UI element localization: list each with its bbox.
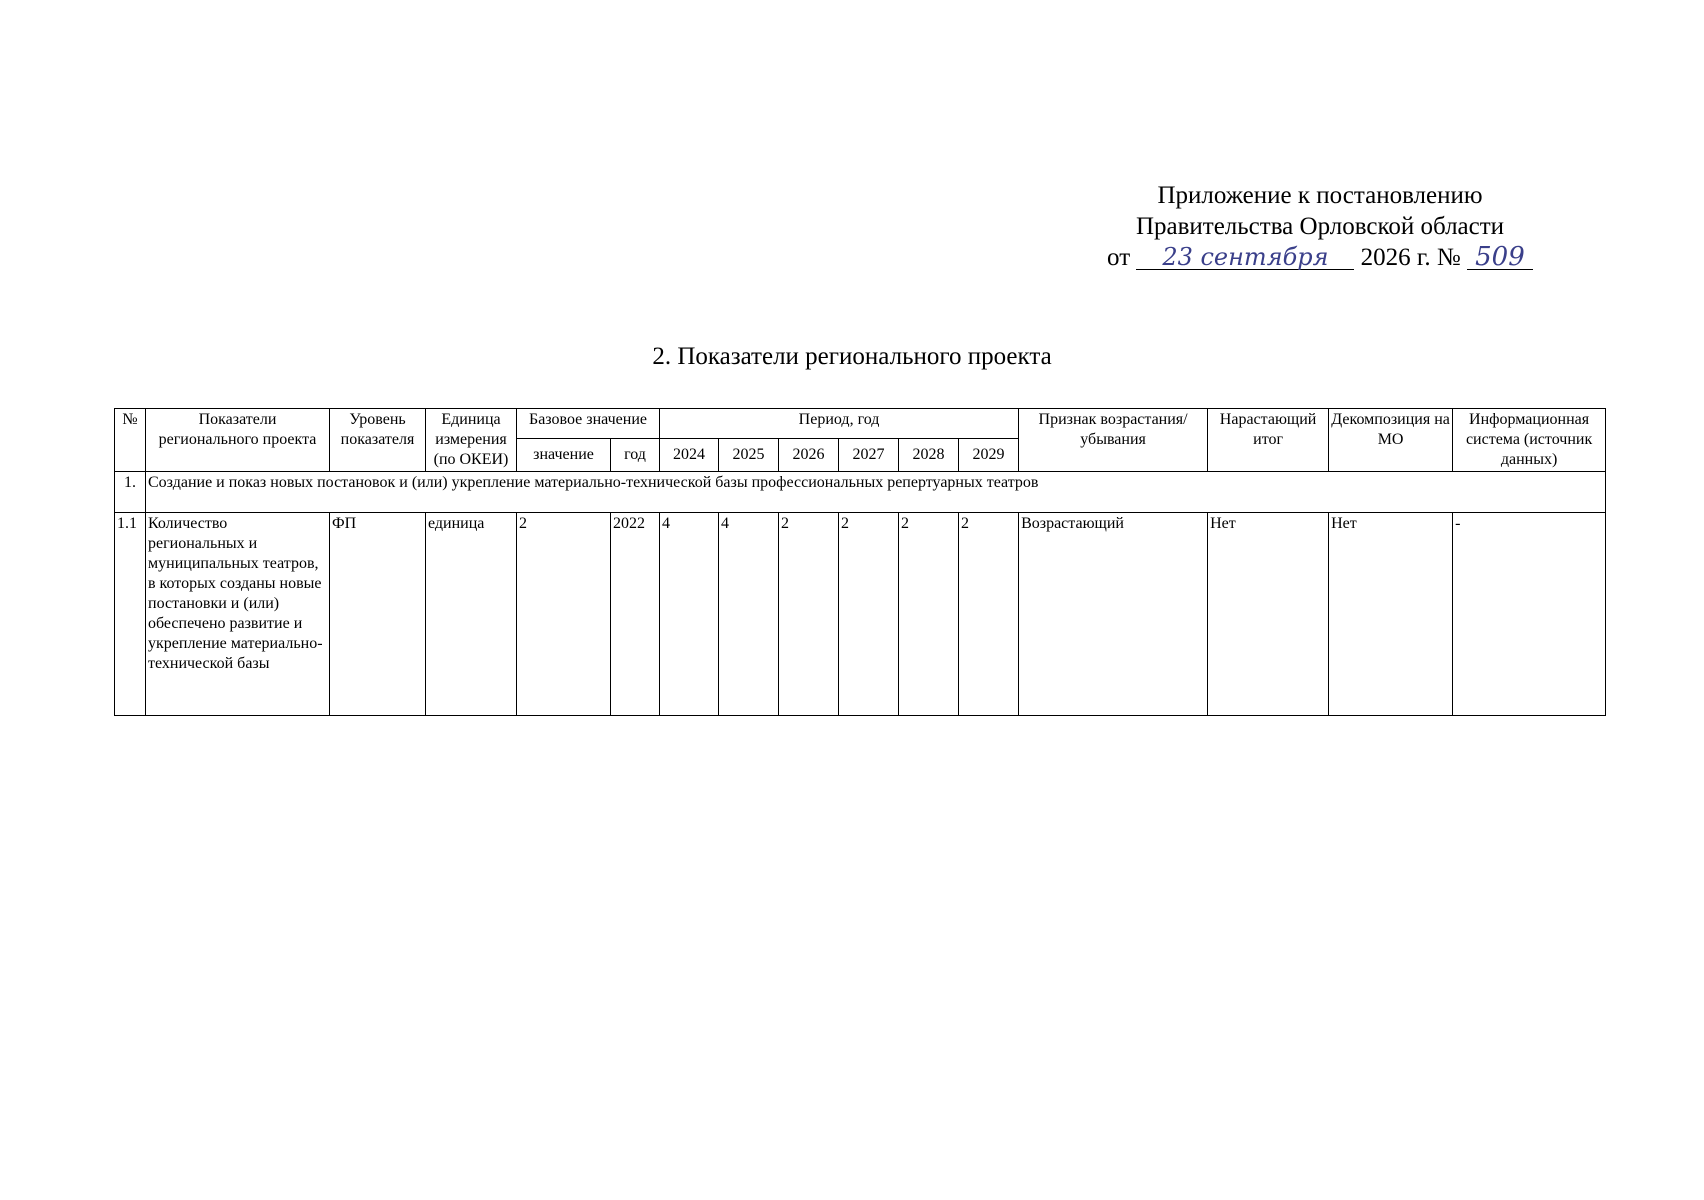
row-info-system: -	[1453, 513, 1606, 716]
appendix-header	[1060, 180, 1580, 273]
header-info-system: Информационная система (источник данных)	[1453, 409, 1606, 472]
row-value-2029: 2	[959, 513, 1019, 716]
header-period: Период, год	[660, 409, 1019, 439]
header-cumulative: Нарастающий итог	[1208, 409, 1329, 472]
handwritten-date: 23 сентября	[1136, 245, 1354, 270]
row-level: ФП	[330, 513, 426, 716]
row-num: 1.1	[115, 513, 146, 716]
row-decomposition: Нет	[1329, 513, 1453, 716]
appendix-line-1: Приложение к постановлению	[1157, 182, 1483, 209]
appendix-line-3	[1060, 242, 1580, 273]
appendix-prefix: от	[1107, 244, 1131, 271]
header-year-2029: 2029	[959, 439, 1019, 472]
row-indicator: Количество региональных и муниципальных театров, в которых созданы новые постановки и (или) обеспечено развитие и укрепление материально-технической базы	[146, 513, 330, 716]
appendix-line-2: Правительства Орловской области	[1135, 213, 1505, 240]
section-text: Создание и показ новых постановок и (или) укрепление материально-технической базы профессиональных репертуарных театров	[146, 472, 1606, 513]
header-year-2025: 2025	[719, 439, 779, 472]
appendix-year: 2026 г. №	[1360, 244, 1461, 271]
page-title: 2. Показатели регионального проекта	[652, 343, 1052, 370]
header-base-value: значение	[517, 439, 611, 472]
header-unit: Единица измерения (по ОКЕИ)	[426, 409, 517, 472]
row-base-value: 2	[517, 513, 611, 716]
row-value-2025: 4	[719, 513, 779, 716]
header-year-2024: 2024	[660, 439, 719, 472]
row-cumulative: Нет	[1208, 513, 1329, 716]
row-value-2028: 2	[899, 513, 959, 716]
table-row	[115, 513, 1606, 716]
header-year-2028: 2028	[899, 439, 959, 472]
row-trend: Возрастающий	[1019, 513, 1208, 716]
header-trend: Признак возрастания/убывания	[1019, 409, 1208, 472]
header-base: Базовое значение	[517, 409, 660, 439]
row-base-year: 2022	[611, 513, 660, 716]
header-row-1	[115, 409, 1606, 439]
section-num: 1.	[115, 472, 146, 513]
header-level: Уровень показателя	[330, 409, 426, 472]
row-value-2027: 2	[839, 513, 899, 716]
indicators-table	[114, 408, 1606, 716]
row-value-2026: 2	[779, 513, 839, 716]
handwritten-number: 509	[1467, 245, 1533, 270]
header-decomposition: Декомпозиция на МО	[1329, 409, 1453, 472]
header-year-2026: 2026	[779, 439, 839, 472]
header-num: №	[115, 409, 146, 472]
header-year-2027: 2027	[839, 439, 899, 472]
header-indicator: Показатели регионального проекта	[146, 409, 330, 472]
section-row	[115, 472, 1606, 513]
row-unit: единица	[426, 513, 517, 716]
row-value-2024: 4	[660, 513, 719, 716]
header-base-year: год	[611, 439, 660, 472]
